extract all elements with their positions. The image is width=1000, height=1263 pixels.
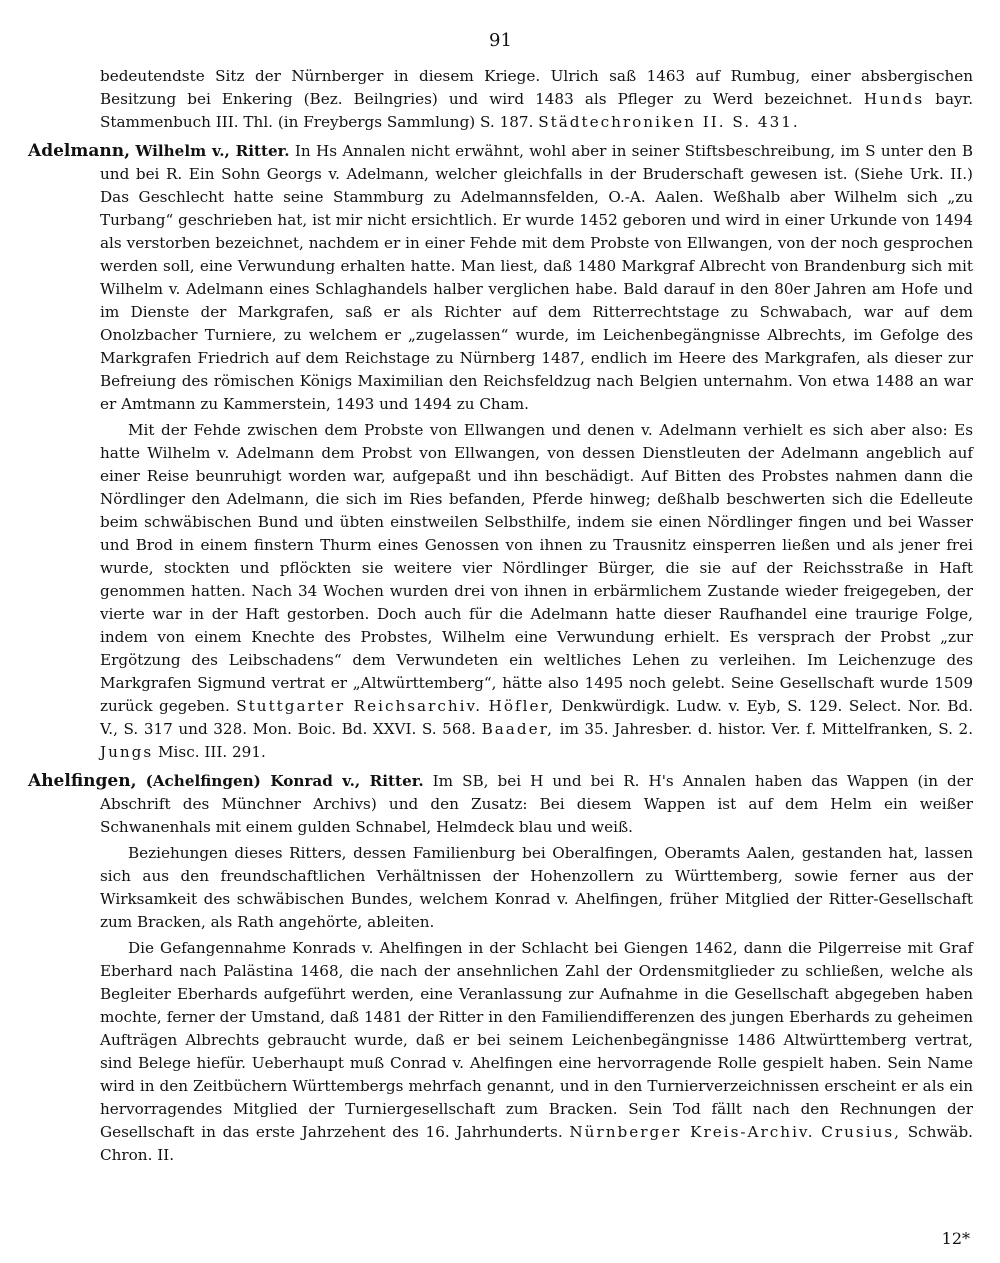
entry-adelmann: [28, 140, 973, 416]
printer-signature: 12*: [941, 1229, 970, 1248]
entry-body: In Hs Annalen nicht erwähnt, wohl aber in seiner Stiftsbeschreibung, im S unter den B und bei R. Ein Sohn Georgs v. Adelmann, welcher gleichfalls in der Bruderschaft gewesen ist. (Siehe Urk. II.) Das Geschlecht hatte seine Stammburg zu Adelmannsfelden, O.-A. Aalen. Weßhalb aber Wilhelm sich „zu Turbang“ geschrieben hat, ist mir nicht ersichtlich. Er wurde 1452 geboren und wird in einer Urkunde von 1494 als verstorben bezeichnet, nachdem er in einer Fehde mit dem Probste von Ellwangen, von der noch gesprochen werden soll, eine Verwundung erhalten hatte. Man liest, daß 1480 Markgraf Albrecht von Brandenburg sich mit Wilhelm v. Adelmann eines Schlaghandels halber verglichen habe. Bald darauf in den 80er Jahren am Hofe und im Dienste der Markgrafen, saß er als Richter auf dem Ritterrechtstage zu Schwabach, war auf dem Onolzbacher Turniere, zu welchem er „zugelassen“ wurde, im Leichenbegängnisse Albrechts, im Gefolge des Markgrafen Friedrich auf dem Reichstage zu Nürnberg 1487, endlich im Heere des Markgrafen, als dieser zur Befreiung des römischen Königs Maximilian den Reichsfeldzug nach Belgien unternahm. Von etwa 1488 an war er Amtmann zu Kammerstein, 1493 und 1494 zu Cham.: [100, 142, 974, 413]
continuation-text: bedeutendste Sitz der Nürnberger in diesem Kriege. Ulrich saß 1463 auf Rumbug, einer absbergischen Besitzung bei Enkering (Bez. Beilngries) und wird 1483 als Pfleger zu Werd bezeichnet.: [100, 67, 973, 108]
entry-ahelfingen-paragraph-3: [28, 937, 973, 1167]
source-baader-detail: im 35. Jahresber. d. histor. Ver. f. Mittelfranken, S. 2.: [559, 720, 974, 738]
source-crusius: Crusius,: [821, 1123, 901, 1141]
paragraph-text: Mit der Fehde zwischen dem Probste von Ellwangen und denen v. Adelmann verhielt es sich aber also: Es hatte Wilhelm v. Adelmann dem Probst von Ellwangen, von dessen Dienstleuten der Adelmann angeblich auf einer Reise beunruhigt worden war, aufgepaßt und ihn beschädigt. Auf Bitten des Probstes nahmen dann die Nördlinger den Adelmann, die sich im Ries befanden, Pferde hinweg; deßhalb beschwerten sich die Edelleute beim schwäbischen Bund und übten einstweilen Selbsthilfe, indem sie einen Nördlinger fingen und bei Wasser und Brod in einem finstern Thurm eines Genossen von ihnen zu Trausnitz einsperren ließen und als jener frei wurde, stockten und pflöckten sie weitere vier Nördlinger Bürger, die sie auf der Reichsstraße in Haft genommen hatten. Nach 34 Wochen wurden drei von ihnen in erbärmlichem Zustande wieder freigegeben, der vierte war in der Haft gestorben. Doch auch für die Adelmann hatte dieser Raufhandel eine traurige Folge, indem von einem Knechte des Probstes, Wilhelm eine Verwundung erhielt. Es versprach der Probst „zur Ergötzung des Leibschadens“ dem Verwundeten ein weltliches Lehen zu verleihen. Im Leichenzuge des Markgrafen Sigmund vertrat er „Altwürttemberg“, hätte also 1495 noch gelebt. Seine Gesellschaft wurde 1509 zurück gegeben.: [100, 421, 973, 715]
source-hunds-detail: bayr. Stammenbuch III. Thl. (in Freybergs Sammlung) S. 187.: [100, 90, 974, 131]
source-jungs-detail: Misc. III. 291.: [158, 743, 266, 761]
source-crusius-detail: Schwäb. Chron. II.: [100, 1123, 974, 1164]
page-number: 91: [489, 30, 512, 51]
entry-ahelfingen: [28, 770, 973, 839]
paragraph-text: Die Gefangennahme Konrads v. Ahelfingen in der Schlacht bei Giengen 1462, dann die Pilgerreise mit Graf Eberhard nach Palästina 1468, die nach der ansehnlichen Zahl der Ordensmitglieder zu schließen, welche als Begleiter Eberhards aufgeführt werden, eine Veranlassung zur Aufnahme in die Gesellschaft abgegeben haben mochte, ferner der Umstand, daß 1481 der Ritter in den Familiendifferenzen des jungen Eberhards zu geheimen Aufträgen Albrechts gebraucht wurde, daß er bei seinem Leichenbegängnisse 1486 Altwürttemberg vertrat, sind Belege hiefür. Ueberhaupt muß Conrad v. Ahelfingen eine hervorragende Rolle gespielt haben. Sein Name wird in den Zeitbüchern Württembergs mehrfach genannt, und in den Turnierverzeichnissen erscheint er als ein hervorragendes Mitglied der Turniergesellschaft zum Bracken. Sein Tod fällt nach den Rechnungen der Gesellschaft in das erste Jahrzehent des 16. Jahrhunderts.: [100, 939, 973, 1141]
source-hoefler-detail: Denkwürdigk. Ludw. v. Eyb, S. 129.: [561, 697, 843, 715]
source-hunds: Hunds: [863, 90, 925, 108]
entry-adelmann-paragraph-2: [28, 419, 973, 764]
entry-title: (Achelfingen) Konrad v., Ritter.: [145, 772, 424, 790]
source-select-nor: Select. Nor. Bd. V., S. 317 und 328. Mon. Boic. Bd. XXVI. S. 568.: [100, 697, 974, 738]
entry-name: Ahelfingen,: [28, 771, 137, 791]
source-stuttgarter: Stuttgarter Reichsarchiv.: [236, 697, 483, 715]
page-footer: [0, 1218, 1000, 1248]
entry-body: Im SB, bei H und bei R. H's Annalen haben das Wappen (in der Abschrift des Münchner Archivs) und den Zusatz: Bei diesem Wappen ist auf dem Helm ein weißer Schwanenhals mit einem gulden Schnabel, Helmdeck blau und weiß.: [100, 772, 974, 836]
source-staedtechroniken: Städtechroniken II. S. 431.: [538, 113, 800, 131]
source-nuernberger-kreis-archiv: Nürnberger Kreis-Archiv.: [569, 1123, 815, 1141]
continuation-paragraph: [28, 65, 973, 134]
entry-title: Wilhelm v., Ritter.: [135, 142, 290, 160]
source-hoefler: Höfler,: [488, 697, 555, 715]
source-jungs: Jungs: [100, 743, 154, 761]
page: [28, 30, 973, 1167]
entry-ahelfingen-paragraph-2: Beziehungen dieses Ritters, dessen Familienburg bei Oberalfingen, Oberamts Aalen, gestanden hat, lassen sich aus den freundschaftlichen Verhältnissen der Hohenzollern zu Württemberg, sowie ferner aus der Wirksamkeit des schwäbischen Bundes, welchem Konrad v. Ahelfingen, früher Mitglied der Ritter-Gesellschaft zum Bracken, als Rath angehörte, ableiten.: [100, 844, 973, 931]
entry-name: Adelmann,: [28, 141, 130, 161]
source-baader: Baader,: [481, 720, 554, 738]
